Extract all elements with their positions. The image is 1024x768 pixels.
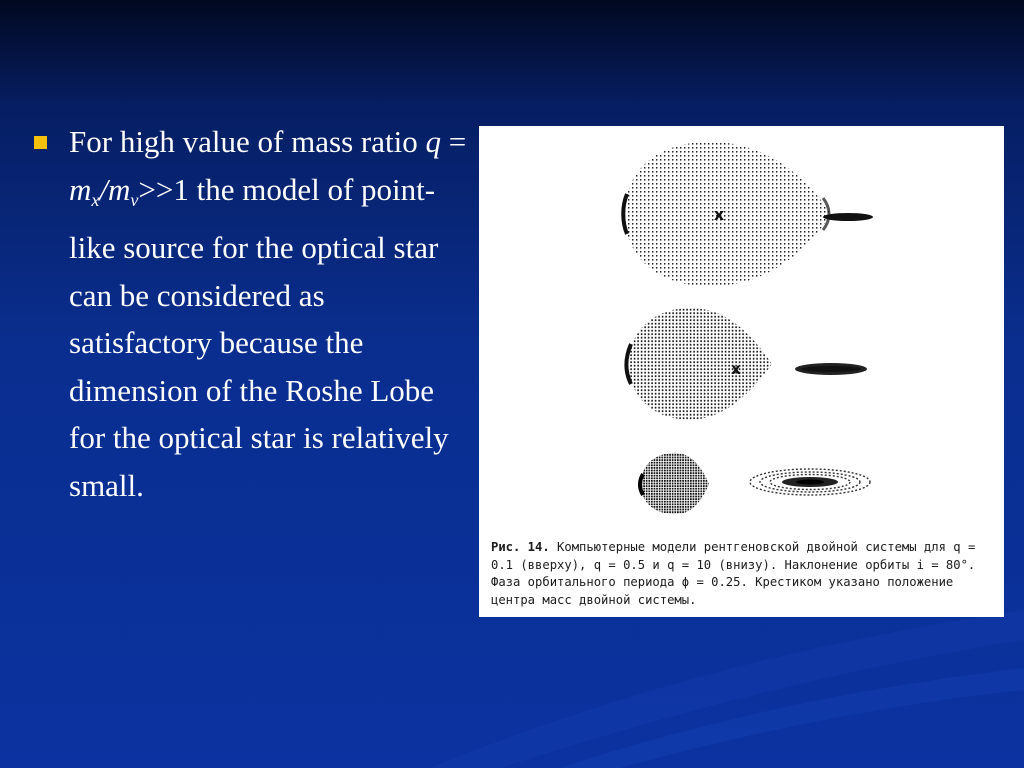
bullet-marker <box>34 136 47 149</box>
formula-mv: m <box>108 171 131 207</box>
center-of-mass-cross-2: x <box>731 360 741 378</box>
bullet-text-part1: For high value of mass ratio <box>69 124 426 159</box>
model-q-0-1 <box>623 142 873 286</box>
bullet-text <box>69 118 469 509</box>
formula-equals: = <box>440 124 467 159</box>
caption-text: Компьютерные модели рентгеновской двойной системы для q = 0.1 (вверху), q = 0.5 и q = 10 (внизу). Наклонение орбиты i = 80°. Фаза орбитального периода ϕ = 0.25. Крестиком указано положение центра масс двойной системы. <box>491 540 976 607</box>
model-q-10 <box>640 453 870 514</box>
bullet-text-part2: >>1 the model of point-like source for the optical star can be considered as satisfactory because the dimension of the Roshe Lobe for the optical star is relatively small. <box>69 171 449 503</box>
formula-mx-subscript: x <box>91 189 100 210</box>
figure-panel <box>479 126 1004 617</box>
formula-mx: m <box>69 171 92 207</box>
model-q-0-5 <box>627 308 868 420</box>
caption-label: Рис. 14. <box>491 540 550 554</box>
figure-caption <box>491 539 999 609</box>
formula-q: q <box>425 124 441 159</box>
center-of-mass-cross-1: x <box>713 205 725 224</box>
formula-slash: / <box>99 171 109 207</box>
formula-mv-subscript: v <box>130 189 139 210</box>
